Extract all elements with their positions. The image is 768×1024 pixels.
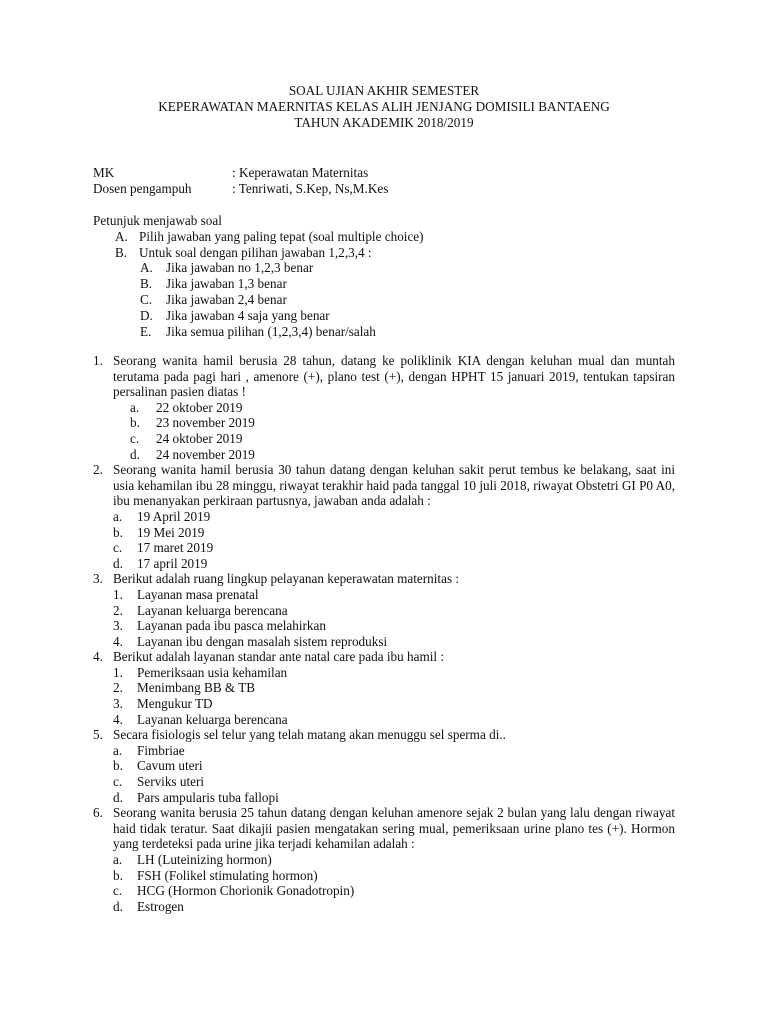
- instruction-subitem: [93, 292, 693, 308]
- lecturer-value: : Tenriwati, S.Kep, Ns,M.Kes: [232, 181, 389, 196]
- question-text: Secara fisiologis sel telur yang telah matang akan menuggu sel sperma di..: [113, 727, 506, 743]
- answer-option: [93, 665, 675, 681]
- option-text: Layanan ibu dengan masalah sistem reproduksi: [137, 633, 388, 649]
- answer-option: [93, 447, 675, 463]
- option-text: 17 maret 2019: [137, 540, 214, 556]
- question-number: 3.: [93, 571, 103, 587]
- question-stem: [93, 805, 675, 852]
- answer-option: [93, 618, 675, 634]
- option-letter: a.: [130, 399, 140, 415]
- question-3: [93, 571, 675, 649]
- answer-option: [93, 509, 675, 525]
- question-text: Seorang wanita berusia 25 tahun datang dengan keluhan amenore sejak 2 bulan yang lalu dengan riwayat haid tidak teratur. Saat dikajii pasien mengatakan sering mual, pemeriksaan urine plano tes (+). Hormon yang terdeteksi pada urine jika terjadi kehamilan adalah :: [113, 805, 675, 852]
- option-text: Layanan masa prenatal: [137, 586, 259, 602]
- answer-option: [93, 431, 675, 447]
- instruction-subitem-letter: E.: [140, 323, 152, 339]
- question-stem: [93, 353, 675, 400]
- question-list: [93, 353, 675, 914]
- option-text: Pemeriksaan usia kehamilan: [137, 664, 288, 680]
- question-5: [93, 727, 675, 805]
- question-1: [93, 353, 675, 462]
- question-number: 2.: [93, 462, 103, 478]
- option-number: 1.: [113, 664, 123, 680]
- answer-option: [93, 852, 675, 868]
- instruction-text: Pilih jawaban yang paling tepat (soal multiple choice): [139, 228, 424, 244]
- option-text: 19 April 2019: [137, 508, 211, 524]
- option-text: Fimbriae: [137, 742, 185, 758]
- instruction-subitem: [93, 260, 693, 276]
- question-stem: [93, 649, 675, 665]
- instruction-subitem: [93, 324, 693, 340]
- answer-option: [93, 868, 675, 884]
- answer-option: [93, 587, 675, 603]
- option-number: 3.: [113, 618, 123, 634]
- answer-option: [93, 680, 675, 696]
- option-number: 4.: [113, 711, 123, 727]
- instruction-subitem: [93, 276, 693, 292]
- question-number: 4.: [93, 649, 103, 665]
- course-label: MK: [93, 165, 115, 180]
- question-number: 1.: [93, 353, 103, 368]
- header-title: SOAL UJIAN AKHIR SEMESTER: [288, 83, 480, 98]
- instruction-item: [93, 229, 693, 245]
- option-text: Pars ampularis tuba fallopi: [137, 789, 279, 805]
- course-info: [93, 165, 693, 197]
- option-text: Layanan keluarga berencana: [137, 602, 288, 618]
- option-letter: c.: [113, 883, 123, 899]
- answer-option: [93, 525, 675, 541]
- option-number: 3.: [113, 696, 123, 712]
- option-text: 24 oktober 2019: [156, 430, 243, 446]
- answer-option: [93, 696, 675, 712]
- option-text: Mengukur TD: [137, 696, 213, 712]
- option-letter: b.: [113, 758, 123, 774]
- option-letter: b.: [113, 867, 123, 883]
- question-number: 5.: [93, 727, 103, 743]
- option-text: 19 Mei 2019: [137, 524, 205, 540]
- instruction-subitem-letter: D.: [140, 307, 153, 323]
- option-letter: b.: [113, 524, 123, 540]
- instruction-subitem-letter: A.: [140, 260, 153, 276]
- question-stem: [93, 727, 675, 743]
- option-letter: c.: [113, 540, 123, 556]
- option-letter: c.: [113, 774, 123, 790]
- option-number: 4.: [113, 633, 123, 649]
- option-text: HCG (Hormon Chorionik Gonadotropin): [137, 883, 355, 899]
- answer-option: [93, 899, 675, 915]
- option-text: FSH (Folikel stimulating hormon): [137, 867, 318, 883]
- instruction-subitem-text: Jika semua pilihan (1,2,3,4) benar/salah: [166, 323, 376, 339]
- instruction-subitem-text: Jika jawaban 1,3 benar: [166, 276, 287, 292]
- option-letter: c.: [130, 430, 140, 446]
- instructions: [93, 213, 693, 339]
- instruction-subitem-text: Jika jawaban 2,4 benar: [166, 291, 287, 307]
- instruction-subitem-letter: C.: [140, 291, 153, 307]
- answer-option: [93, 603, 675, 619]
- option-text: Layanan pada ibu pasca melahirkan: [137, 618, 326, 634]
- instruction-text: Untuk soal dengan pilihan jawaban 1,2,3,4 :: [139, 244, 372, 260]
- header-academic-year: TAHUN AKADEMIK 2018/2019: [294, 115, 474, 130]
- exam-header: [0, 83, 768, 131]
- option-text: Menimbang BB & TB: [137, 680, 256, 696]
- question-stem: [93, 571, 675, 587]
- instruction-item: [93, 245, 693, 261]
- answer-option: [93, 415, 675, 431]
- instruction-subitem: [93, 308, 693, 324]
- instruction-subitem-letter: B.: [140, 276, 153, 292]
- answer-option: [93, 556, 675, 572]
- option-text: Layanan keluarga berencana: [137, 711, 288, 727]
- answer-option: [93, 540, 675, 556]
- answer-option: [93, 758, 675, 774]
- question-2: [93, 462, 675, 571]
- question-text: Seorang wanita hamil berusia 28 tahun, datang ke poliklinik KIA dengan keluhan mual dan muntah terutama pada pagi hari , amenore (+), plano test (+), dengan HPHT 15 januari 2019, tentukan tapsiran persalinan pasien diatas !: [113, 353, 675, 400]
- instruction-letter: A.: [115, 228, 128, 244]
- header-subtitle: KEPERAWATAN MAERNITAS KELAS ALIH JENJANG DOMISILI BANTAENG: [158, 99, 610, 114]
- instruction-letter: B.: [115, 244, 128, 260]
- question-4: [93, 649, 675, 727]
- question-6: [93, 805, 675, 914]
- option-text: 24 november 2019: [156, 446, 255, 462]
- option-letter: a.: [113, 508, 123, 524]
- option-text: 22 oktober 2019: [156, 399, 243, 415]
- question-stem: [93, 462, 675, 509]
- answer-option: [93, 774, 675, 790]
- lecturer-label: Dosen pengampuh: [93, 181, 192, 196]
- option-letter: d.: [130, 446, 140, 462]
- lecturer-row: [93, 181, 693, 197]
- question-text: Berikut adalah layanan standar ante natal care pada ibu hamil :: [113, 649, 445, 665]
- option-number: 2.: [113, 680, 123, 696]
- option-text: 23 november 2019: [156, 415, 255, 431]
- course-row: [93, 165, 693, 181]
- answer-option: [93, 712, 675, 728]
- option-letter: d.: [113, 555, 123, 571]
- option-text: 17 april 2019: [137, 555, 208, 571]
- instruction-subitem-text: Jika jawaban 4 saja yang benar: [166, 307, 330, 323]
- question-number: 6.: [93, 805, 103, 821]
- option-text: Serviks uteri: [137, 774, 205, 790]
- option-text: Cavum uteri: [137, 758, 203, 774]
- option-letter: b.: [130, 415, 140, 431]
- option-letter: a.: [113, 852, 123, 867]
- instructions-title: Petunjuk menjawab soal: [93, 213, 222, 228]
- option-letter: d.: [113, 789, 123, 805]
- option-number: 1.: [113, 586, 123, 602]
- answer-option: [93, 400, 675, 416]
- option-number: 2.: [113, 602, 123, 618]
- answer-option: [93, 790, 675, 806]
- answer-option: [93, 883, 675, 899]
- answer-option: [93, 634, 675, 650]
- option-text: Estrogen: [137, 898, 184, 914]
- instruction-subitem-text: Jika jawaban no 1,2,3 benar: [166, 260, 314, 276]
- option-letter: d.: [113, 898, 123, 914]
- option-letter: a.: [113, 742, 123, 758]
- question-text: Berikut adalah ruang lingkup pelayanan keperawatan maternitas :: [113, 571, 460, 587]
- answer-option: [93, 743, 675, 759]
- question-text: Seorang wanita hamil berusia 30 tahun datang dengan keluhan sakit perut tembus ke belakang, saat ini usia kehamilan ibu 28 minggu, riwayat terakhir haid pada tanggal 10 juli 2018, riwayat Obstetri GI P0 A0, ibu menanyakan perkiraan partusnya, jawaban anda adalah :: [113, 462, 675, 509]
- option-text: LH (Luteinizing hormon): [137, 852, 272, 867]
- course-value: : Keperawatan Maternitas: [232, 165, 369, 180]
